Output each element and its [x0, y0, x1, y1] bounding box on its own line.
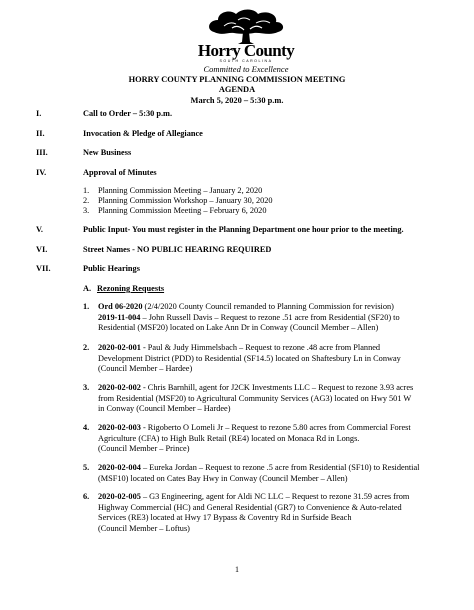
case-number: 2020-02-004: [98, 463, 141, 472]
section-heading: New Business: [83, 148, 132, 157]
item-text: (Council Member – Hardee): [98, 364, 193, 374]
list-item: Planning Commission Meeting – January 2, 2020: [98, 186, 263, 195]
item-line: [98, 323, 400, 334]
item-line: [98, 354, 401, 365]
item-line: [98, 503, 409, 514]
section-numeral: V.: [36, 225, 43, 234]
section-heading: Call to Order – 5:30 p.m.: [83, 109, 173, 118]
item-number: 2.: [83, 343, 90, 352]
section-numeral: IV.: [36, 168, 47, 177]
section-numeral: III.: [36, 148, 48, 157]
item-line: [98, 302, 400, 313]
item-line: [98, 463, 419, 474]
section-heading: Public Hearings: [83, 264, 140, 273]
item-line: [98, 394, 413, 405]
item-text: (Council Member – Prince): [98, 444, 190, 454]
item-text: (MSF10) located on Cates Bay Hwy in Conway (Council Member – Allen): [98, 473, 348, 483]
case-number: 2019-11-004: [98, 312, 141, 322]
case-number: 2020-02-002: [98, 383, 141, 392]
item-line: [98, 434, 411, 445]
item-text: Services (RE3) located at Hwy 17 Bypass & Coventry Rd in Surfside Beach: [98, 513, 352, 523]
item-line: [98, 313, 400, 324]
item-line: [98, 444, 411, 455]
list-item: Planning Commission Meeting – February 6, 2020: [98, 206, 267, 215]
item-text: - Rigoberto O Lomeli Jr – Request to rezone 5.80 acres from Commercial Forest: [140, 423, 411, 432]
case-number: Ord 06-2020: [98, 302, 143, 311]
logo-name: Horry County: [197, 41, 295, 60]
case-number: 2020-02-003: [98, 423, 141, 432]
item-text: Highway Commercial (HC) and General Residential (GR7) to Convenience & Auto-related: [98, 502, 402, 512]
item-line: [98, 343, 401, 354]
item-text: Development District (PDD) to Residential (SF14.5) located on Shaftesbury Ln in Conway: [98, 353, 401, 363]
item-line: [98, 404, 413, 415]
item-text: – John Russell Davis – Request to rezone .51 acre from Residential (SF20) to: [140, 312, 400, 322]
list-number: 3.: [83, 206, 90, 215]
item-text: Agriculture (CFA) to High Bulk Retail (RE4) located on Monaca Rd in Longs.: [98, 433, 360, 443]
item-number: 3.: [83, 383, 90, 392]
item-line: [98, 524, 409, 535]
section-heading: Approval of Minutes: [83, 168, 157, 177]
logo-tagline: Committed to Excellence: [203, 64, 289, 74]
item-text: – Eureka Jordan – Request to rezone .5 acre from Residential (SF10) to Residential: [140, 463, 420, 472]
case-number: 2020-02-001: [98, 343, 141, 352]
meeting-date: March 5, 2020 – 5:30 p.m.: [190, 96, 284, 105]
item-line: [98, 492, 409, 503]
item-text: - Paul & Judy Himmelsbach – Request to rezone .48 acre from Planned: [140, 343, 381, 352]
oak-tree-icon: [194, 6, 298, 46]
meeting-title: HORRY COUNTY PLANNING COMMISSION MEETING: [128, 75, 346, 84]
item-line: [98, 513, 409, 524]
item-text: (Council Member – Loftus): [98, 523, 190, 533]
section-numeral: II.: [36, 129, 45, 138]
item-text: from Residential (MSF20) to Agricultural Community Services (AG3) located on Hwy 501 W: [98, 393, 412, 403]
horry-county-logo: [194, 6, 298, 76]
list-number: 2.: [83, 196, 90, 205]
item-number: 6.: [83, 492, 90, 501]
item-text: - Chris Barnhill, agent for J2CK Investments LLC – Request to rezone 3.93 acres: [140, 383, 414, 392]
item-line: [98, 364, 401, 375]
item-text: (2/4/2020 County Council remanded to Planning Commission for revision): [142, 302, 394, 311]
item-number: 1.: [83, 302, 90, 311]
item-number: 4.: [83, 423, 90, 432]
logo-subtext: SOUTH CAROLINA: [219, 59, 273, 63]
section-heading: Public Input- You must register in the Planning Department one hour prior to the meeting.: [83, 225, 404, 234]
list-item: Planning Commission Workshop – January 30, 2020: [98, 196, 273, 205]
agenda-label: AGENDA: [218, 85, 256, 94]
item-line: [98, 474, 419, 485]
item-line: [98, 423, 411, 434]
item-text: – G3 Engineering, agent for Aldi NC LLC – Request to rezone 31.59 acres from: [140, 492, 410, 501]
item-line: [98, 383, 413, 394]
section-numeral: VI.: [36, 245, 48, 254]
page-number: 1: [235, 565, 239, 574]
subsection-heading: Rezoning Requests: [97, 284, 165, 293]
list-number: 1.: [83, 186, 90, 195]
section-heading: Invocation & Pledge of Allegiance: [83, 129, 203, 138]
section-numeral: I.: [36, 109, 42, 118]
item-text: in Conway (Council Member – Hardee): [98, 404, 231, 414]
item-number: 5.: [83, 463, 90, 472]
item-text: Residential (MSF20) located on Lake Ann Dr in Conway (Council Member – Allen): [98, 323, 379, 333]
subsection-letter: A.: [83, 284, 92, 293]
section-heading: Street Names - NO PUBLIC HEARING REQUIRED: [83, 245, 272, 254]
case-number: 2020-02-005: [98, 492, 141, 501]
section-numeral: VII.: [36, 264, 51, 273]
